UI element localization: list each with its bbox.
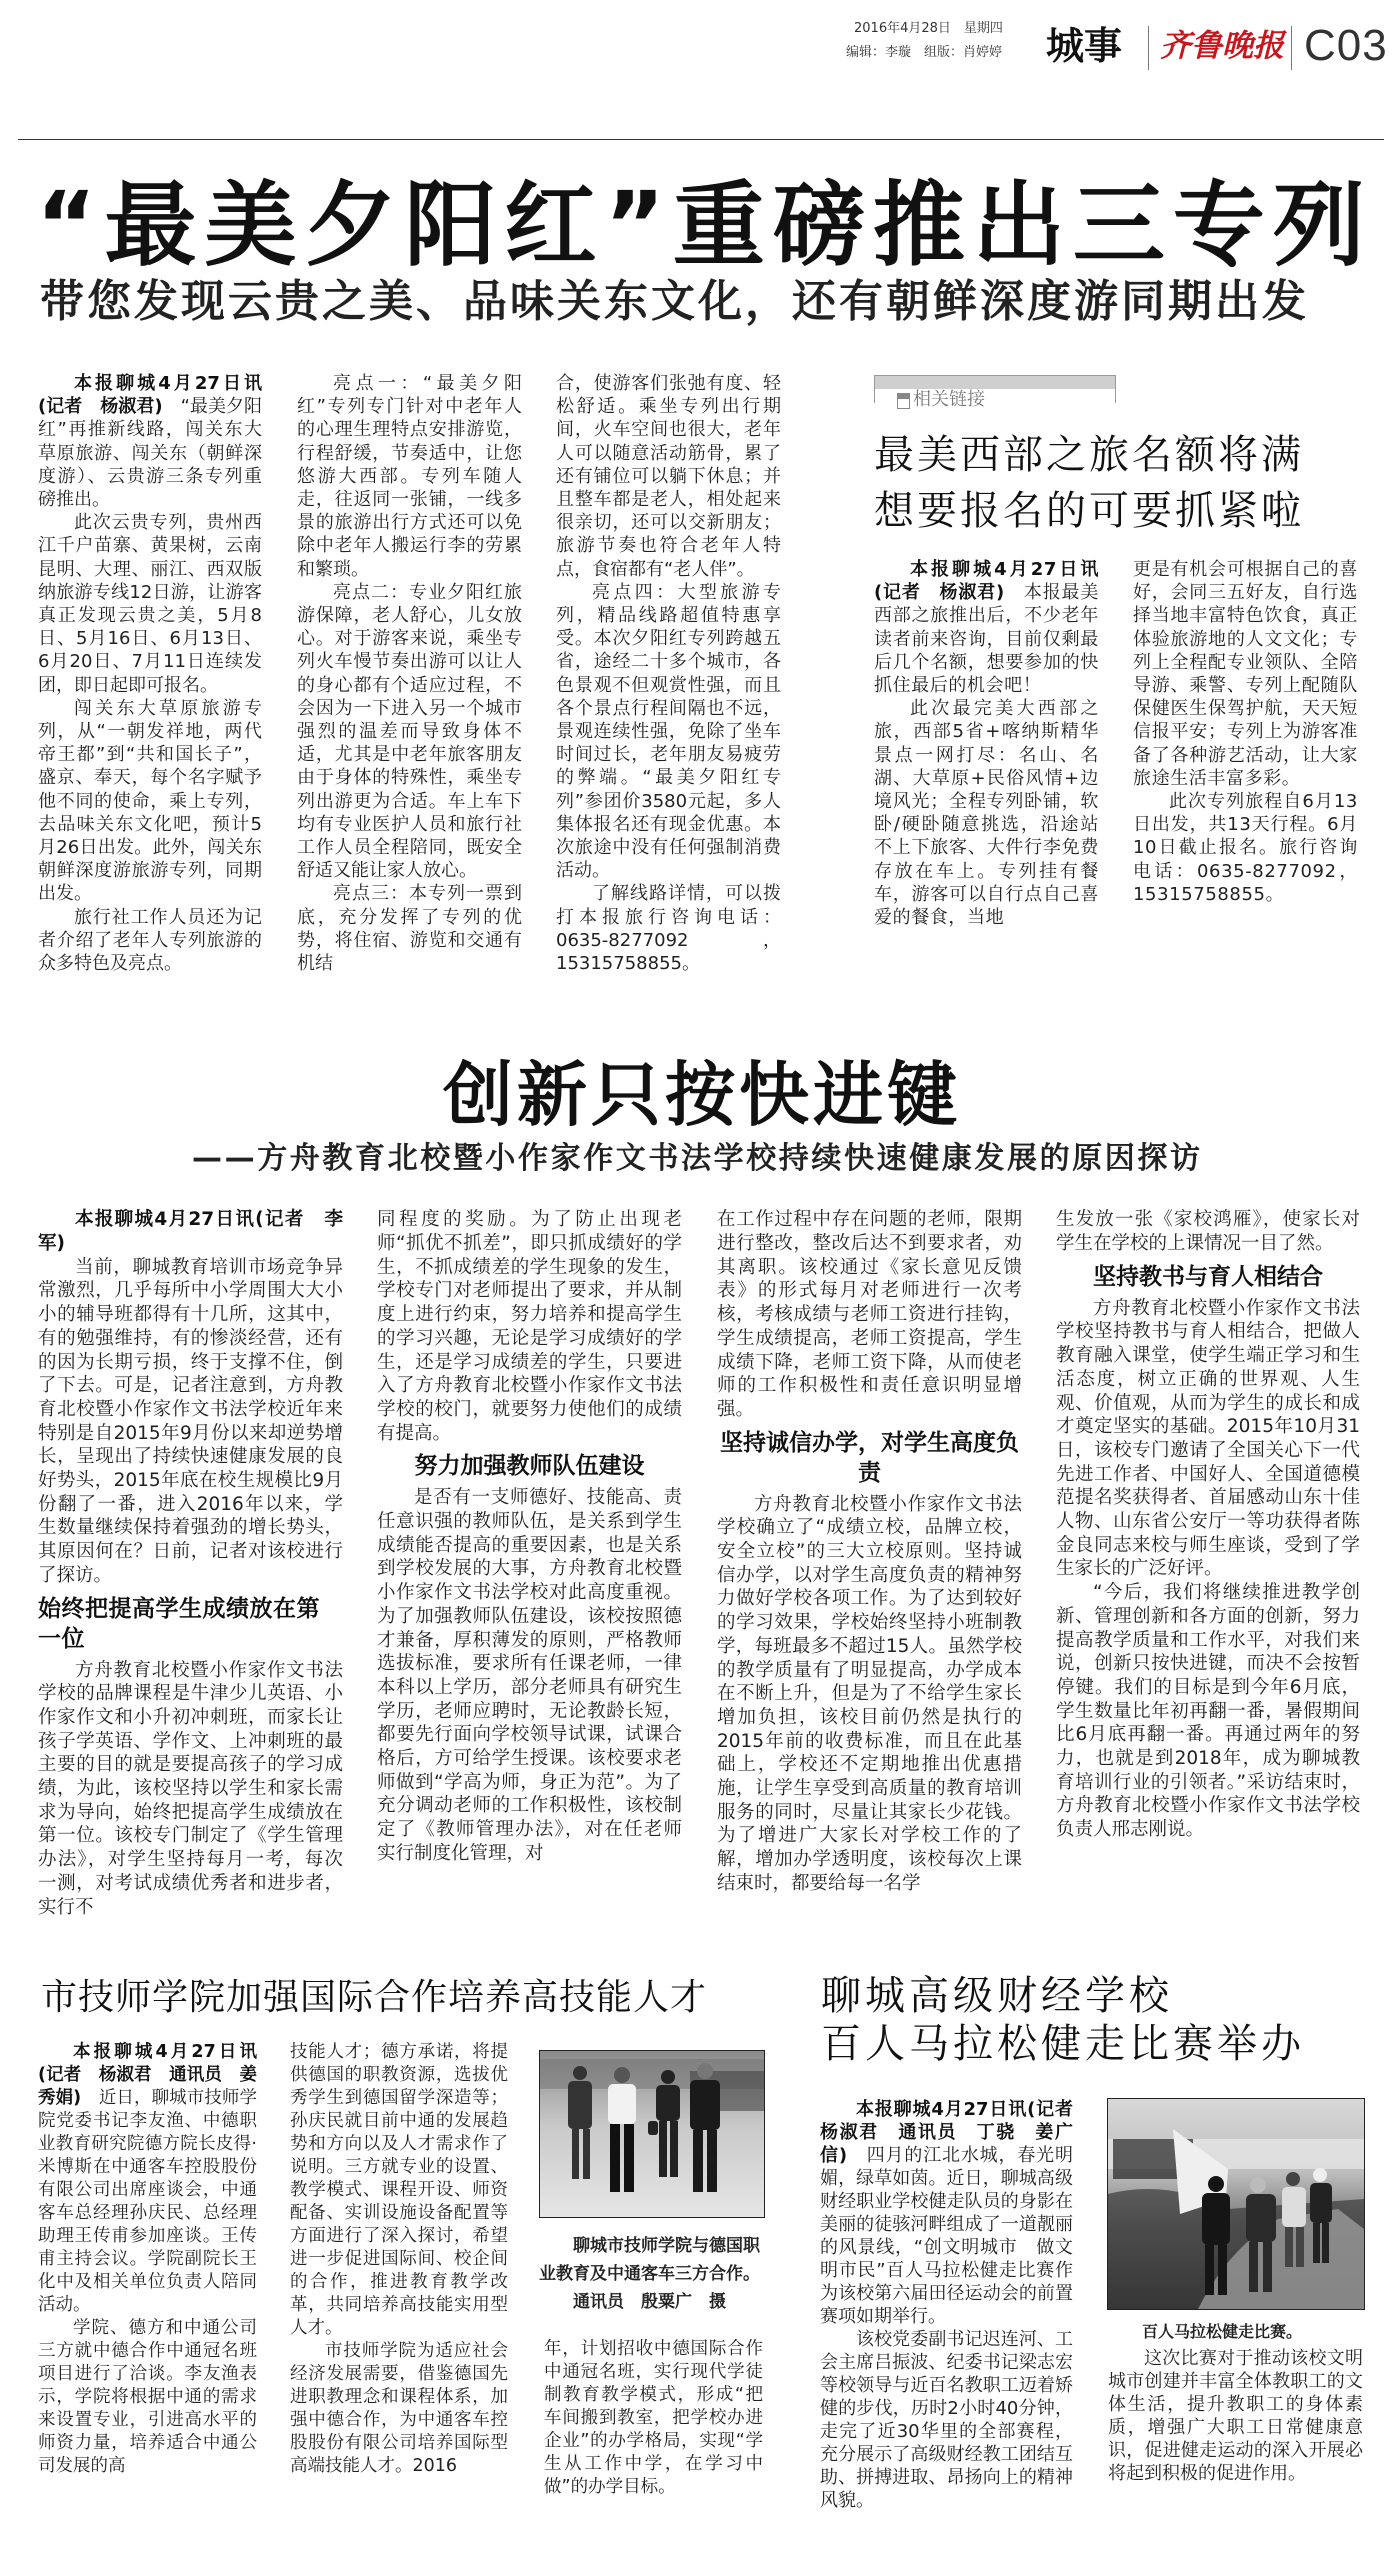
header-divider	[1148, 26, 1149, 70]
article4-columns	[820, 2098, 1363, 2512]
article1-column-1	[38, 372, 262, 975]
paragraph	[874, 558, 1099, 697]
article2-headline: 创新只按快进键	[443, 1054, 961, 1137]
related-link-tag-row	[874, 389, 1116, 413]
article3-column-2	[290, 2041, 508, 2478]
article4-headline	[821, 1972, 1363, 2068]
related-link-tag: 相关链接	[913, 389, 985, 410]
header-rule	[18, 139, 1384, 140]
photo-caption: 百人马拉松健走比赛。	[1142, 2322, 1303, 2342]
paragraph: 闯关东大草原旅游专列，从“一朝发祥地，两代帝王都”到“共和国长子”，盛京、奉天，每个名字赋予他不同的使命，乘上专列，去品味关东文化吧，预计5月26日出发。此外，闯关东朝鲜深度游旅游专列，同期出发。	[38, 697, 262, 905]
photo-credit: 通讯员 殷粟广 摄	[573, 2292, 726, 2313]
article1-subheadline: 带您发现云贵之美、品味关东文化，还有朝鲜深度游同期出发	[40, 276, 1309, 327]
article3-headline: 市技师学院加强国际合作培养高技能人才	[41, 1977, 708, 2019]
section-heading: 坚持诚信办学，对学生高度负责	[720, 1429, 1019, 1486]
paragraph-text: “最美夕阳红”再推新线路，闯关东大草原旅游、闯关东（朝鲜深度游）、云贵游三条专列重磅推出。	[38, 396, 263, 511]
paragraph: 方舟教育北校暨小作家作文书法学校确立了“成绩立校，品牌立校，安全立校”的三大立校原则。坚持诚信办学，以对学生高度负责的精神努力做好学校各项工作。为了达到较好的学习效果，学校始终坚持小班制教学，每班最多不超过15人。虽然学校的教学质量有了明显提高，办学成本在不断上升，但是为了不给学生家长增加负担，该校目前仍然是执行的2015年前的收费标准，而且在此基础上，学校还不定期地推出优惠措施，让学生享受到高质量的教育培训服务的同时，尽量让其家长少花钱。为了增进广大家长对学校工作的了解，增加办学透明度，该校每次上课结束时，都要给每一名学	[717, 1493, 1022, 1894]
article4-column-1	[820, 2098, 1091, 2512]
paragraph: 这次比赛对于推动该校文明城市创建并丰富全体教职工的文体生活，提升教职工的身体素质，增强广大职工日常健康意识，促进健走运动的深入开展必将起到积极的促进作用。	[1108, 2348, 1363, 2485]
dateline: 本报聊城4月27日讯(记者 李军)	[38, 1209, 343, 1254]
dateline: 本报聊城4月27日讯(记者 杨淑君)	[874, 559, 1099, 604]
paragraph: 在工作过程中存在问题的老师，限期进行整改，整改后达不到要求者，劝其离职。该校通过《家长意见反馈表》的形式每月对老师进行一次考核，考核成绩与老师工资进行挂钩，学生成绩提高，老师工资提高，学生成绩下降，老师工资下降，从而使老师的工作积极性和责任意识明显增强。	[717, 1209, 1022, 1420]
article3	[38, 1976, 763, 2499]
paragraph: 亮点三：本专列一票到底，充分发挥了专列的优势，将住宿、游览和交通有机结	[297, 883, 522, 975]
paragraph: 更是有机会可根据自己的喜好，会同三五好友，自行选择当地丰富特色饮食，真正体验旅游地的人文文化；专列上全程配专业领队、全陪导游、乘警、专列上配随队保健医生保驾护航，天天短信报平安；专列上为游客准备了各种游艺活动，让大家旅途生活丰富多彩。	[1133, 559, 1358, 789]
related-link-icon	[897, 393, 910, 409]
paragraph	[38, 372, 262, 511]
article1-column-2	[297, 372, 522, 975]
paragraph: 方舟教育北校暨小作家作文书法学校的品牌课程是牛津少儿英语、小作家作文和小升初冲刺班，而家长让孩子学英语、学作文、上冲刺班的最主要的目的就是要提高孩子的学习成绩，为此，该校坚持以学生和家长需求为导向，始终把提高学生成绩放在第一位。该校专门制定了《学生管理办法》，对学生坚持每月一考，每次一测，对考试成绩优秀者和进步者，实行不	[38, 1659, 343, 1918]
headline-line: 聊城高级财经学校	[821, 1973, 1173, 2020]
sidebar-column-1	[874, 558, 1099, 929]
article2-row	[0, 1208, 1395, 1919]
paragraph: “今后，我们将继续推进教学创新、管理创新和各方面的创新，努力提高教学质量和工作水平，对我们来说，创新只按快进键，而决不会按暂停键。我们的目标是到今年6月底，学生数量比年初再翻一番，暑假期间比6月底再翻一番。再通过两年的努力，也就是到2018年，成为聊城教育培训行业的引领者。”采访结束时，方舟教育北校暨小作家作文书法学校负责人邢志刚说。	[1056, 1582, 1360, 1841]
photo-meeting	[539, 2050, 765, 2218]
article1-column-3	[556, 372, 781, 975]
paragraph: 合，使游客们张弛有度、轻松舒适。乘坐专列出行期间，火车空间也很大，老年人可以随意活动筋骨，累了还有铺位可以躺下休息；并且整车都是老人，相处起来很亲切，还可以交新朋友；旅游节奏也符合老年人特点，食宿都有“老人伴”。	[556, 373, 781, 580]
paragraph: 此次云贵专列，贵州西江千户苗寨、黄果树，云南昆明、大理、丽江、西双版纳旅游专线12日游，让游客真正发现云贵之美，5月8日、5月16日、6月13日、6月20日、7月11日连续发团，即日起即可报名。	[38, 512, 262, 696]
article3-column-3	[544, 2338, 763, 2499]
article2-header	[0, 1055, 1395, 1177]
paragraph: 该校党委副书记迟连河、工会主席吕振波、纪委书记梁志宏等校领导与近百名教职工迈着矫健的步伐，历时2小时40分钟，走完了近30华里的全部赛程，充分展示了高级财经教工团结互助、拼搏进取、昂扬向上的精神风貌。	[820, 2329, 1073, 2512]
article1-headline: “最美夕阳红”重磅推出三专列	[36, 172, 1373, 279]
article3-columns	[38, 2041, 763, 2499]
paragraph: 学院、德方和中通公司三方就中德合作中通冠名班项目进行了洽谈。李友渔表示，学院将根据中通的需求来设置专业，引进高水平的师资力量，培养适合中通公司发展的高	[38, 2318, 257, 2477]
paragraph: 亮点二：专业夕阳红旅游保障，老人舒心，儿女放心。对于游客来说，乘坐专列火车慢节奏出游可以让人的身心都有个适应过程，不会因为一下进入另一个城市强烈的温差而导致身体不适，尤其是中老年旅客朋友由于身体的特殊性，乘坐专列出游更为合适。车上车下均有专业医护人员和旅行社工作人员全程陪同，既安全舒适又能让家人放心。	[297, 581, 522, 882]
paragraph: 同程度的奖励。为了防止出现老师“抓优不抓差”，即只抓成绩好的学生，不抓成绩差的学生现象的发生，学校专门对老师提出了要求，并从制度上进行约束，努力培养和提高学生的学习兴趣，无论是学习成绩好的学生，还是学习成绩差的学生，只要进入了方舟教育北校暨小作家作文书法学校的校门，就要努力使他们的成绩有提高。	[377, 1209, 682, 1444]
article2-column-1	[38, 1208, 343, 1919]
dateline: 本报聊城4月27日讯(记者 杨淑君 通讯员 丁骁 姜广信)	[820, 2099, 1091, 2167]
article2-column-4	[1056, 1208, 1360, 1842]
related-link-border	[874, 389, 875, 403]
paragraph: 年，计划招收中德国际合作中通冠名班，实行现代学徒制教育教学模式，形成“把车间搬到教室，把学校办进企业”的办学格局，实现“学生从工作中学，在学习中做”的办学目标。	[544, 2339, 763, 2498]
issue-date: 2016年4月28日 星期四	[854, 21, 1003, 36]
paragraph-text: 近日，聊城市技师学院党委书记李友渔、中德职业教育研究院德方院长皮得·米博斯在中通客车控股股份有限公司出席座谈会，中通客车总经理孙庆民、总经理助理王传甫参加座谈。王传甫主持会议。学院副院长王化中及相关单位负责人陪同活动。	[38, 2088, 258, 2316]
article2-column-2	[377, 1208, 682, 1865]
article4-photo-column	[1107, 2098, 1363, 2485]
article3-photo-column	[539, 2041, 763, 2499]
article1-row	[0, 372, 1395, 975]
article2-column-3	[717, 1208, 1022, 1895]
paragraph: 方舟教育北校暨小作家作文书法学校坚持教书与育人相结合，把做人教育融入课堂，使学生端正学习和生活态度，树立正确的世界观、人生观、价值观，从而为学生的成长和成才奠定坚实的基础。2015年10月31日，该校专门邀请了全国关心下一代先进工作者、中国好人、全国道德模范提名奖获得者、首届感动山东十佳人物、山东省公安厅一等功获得者陈金良同志来校与师生座谈，受到了学生家长的广泛好评。	[1056, 1297, 1360, 1580]
paragraph: 技能人才；德方承诺，将提供德国的职教资源，选拔优秀学生到德国留学深造等；孙庆民就目前中通的发展趋势和方向以及人才需求作了说明。三方就专业的设置、教学模式、课程开设、师资配备、实训设施设备配置等方面进行了深入探讨，希望进一步促进国际间、校企间的合作，推进教育教学改革，共同培养高技能实用型人才。	[290, 2042, 508, 2339]
header-divider	[1291, 26, 1292, 70]
editor-credits: 编辑：李璇 组版：肖婷婷	[846, 45, 1003, 60]
sidebar-column-2	[1133, 558, 1358, 906]
paragraph: 旅行社工作人员还为记者介绍了老年人专列旅游的众多特色及亮点。	[38, 906, 262, 975]
article3-column-1	[38, 2041, 257, 2478]
paragraph: 当前，聊城教育培训市场竞争异常激烈，几乎每所中小学周围大大小小的辅导班都得有十几所，这其中，有的勉强维持，有的惨淡经营，还有的因为长期亏损，终于支撑不住，倒了下去。可是，记者注意到，方舟教育北校暨小作家作文书法学校近年来特别是自2015年9月份以来却逆势增长，呈现出了持续快速健康发展的良好势头，2015年底在校生规模比9月份翻了一番，进入2016年以来，学生数量继续保持着强劲的增长势头，其原因何在？日前，记者对该校进行了探访。	[38, 1256, 343, 1586]
caption-text: 聊城市技师学院与德国职业教育及中通客车三方合作。	[539, 2236, 760, 2285]
page-number: C03	[1304, 21, 1388, 70]
article2-subheadline: ——方舟教育北校暨小作家作文书法学校持续快速健康发展的原因探访	[192, 1141, 1203, 1177]
newspaper-logo: 齐鲁晚报	[1160, 28, 1284, 64]
section-heading: 坚持教书与育人相结合	[1093, 1263, 1323, 1290]
article4-column-2	[1108, 2347, 1363, 2485]
section-name: 城事	[1046, 24, 1123, 68]
dateline: 本报聊城4月27日讯(记者 杨淑君 通讯员 姜秀娟)	[38, 2042, 257, 2109]
related-link-sidebar	[874, 372, 1360, 929]
paragraph: 了解线路详情，可以拨打本报旅行咨询电话：0635-8277092，15315758855。	[556, 883, 781, 975]
dateline: 本报聊城4月27日讯(记者 杨淑君)	[38, 373, 262, 418]
page-top	[0, 0, 1395, 372]
section-heading: 始终把提高学生成绩放在第一位	[38, 1595, 320, 1652]
paragraph	[38, 2041, 257, 2317]
paragraph: 市技师学院为适应社会经济发展需要，借鉴德国先进职教理念和课程体系，加强中德合作，为中通客车控股股份有限公司培养国际型高端技能人才。2016	[290, 2341, 508, 2477]
paragraph: 亮点一：“最美夕阳红”专列专门针对中老年人的心理生理特点安排游览，行程舒缓，节奏适中，让您悠游大西部。专列车随人走，往返同一张铺，一线多景的旅游出行方式还可以免除中老年人搬运行李的劳累和繁琐。	[297, 373, 522, 580]
photo-caption	[539, 2232, 763, 2316]
photo-image	[540, 2051, 764, 2217]
paragraph: 此次最完美大西部之旅，西部5省+喀纳斯精华景点一网打尽：名山、名湖、大草原+民俗风情+边境风光；全程专列卧铺，软卧/硬卧随意挑选，沿途站不上下旅客、大件行李免费存放在车上。专列挂有餐车，游客可以自行点自己喜爱的餐食，当地	[874, 698, 1099, 929]
section-heading: 努力加强教师队伍建设	[414, 1453, 645, 1480]
bottom-row	[0, 1973, 1395, 2552]
sidebar-headline	[874, 427, 1360, 539]
paragraph	[38, 1208, 343, 1255]
paragraph: 此次专列旅程自6月13日出发，共13天行程。6月10日截止报名。旅行咨询电话：0635-8277092，15315758855。	[1133, 791, 1358, 905]
headline-line: 百人马拉松健走比赛举办	[821, 2021, 1305, 2068]
paragraph-text: 本报最美西部之旅推出后，不少老年读者前来咨询，目前仅剩最后几个名额，想要参加的快抓住最后的机会吧！	[874, 582, 1099, 697]
related-link-border	[1115, 389, 1116, 403]
photo-marathon-walk	[1107, 2098, 1365, 2310]
paragraph-text: 四月的江北水城，春光明媚，绿草如茵。近日，聊城高级财经职业学校健走队员的身影在美丽的徒骇河畔组成了一道靓丽的风景线，“创文明城市 做文明市民”百人马拉松健走比赛作为该校第六届田径运动会的前置赛项如期举行。	[820, 2145, 1073, 2328]
sidebar-headline-line: 想要报名的可要抓紧啦	[874, 488, 1304, 534]
sidebar-columns	[874, 558, 1360, 929]
photo-image	[1108, 2099, 1364, 2309]
article4	[820, 1973, 1363, 2512]
paragraph	[820, 2098, 1091, 2328]
paragraph: 生发放一张《家校鸿雁》，使家长对学生在学校的上课情况一目了然。	[1056, 1209, 1360, 1254]
sidebar-headline-line: 最美西部之旅名额将满	[874, 432, 1304, 478]
related-link-band	[874, 375, 1116, 389]
paragraph: 是否有一支师德好、技能高、责任意识强的教师队伍，是关系到学生成绩能否提高的重要因素，也是关系到学校发展的大事，方舟教育北校暨小作家作文书法学校对此高度重视。为了加强教师队伍建设，该校按照德才兼备，厚积薄发的原则，严格教师选拔标准，要求所有任课老师，一律本科以上学历，部分老师具有研究生学历，老师应聘时，无论教龄长短，都要先行面向学校领导试课，试课合格后，方可给学生授课。该校要求老师做到“学高为师，身正为范”。为了充分调动老师的工作积极性，该校制定了《教师管理办法》，对在任老师实行制度化管理，对	[377, 1487, 682, 1864]
paragraph: 亮点四：大型旅游专列，精品线路超值特惠享受。本次夕阳红专列跨越五省，途经二十多个城市，各色景观不但观赏性强，而且各个景点行程间隔也不远，景观连续性强，免除了坐车时间过长，老年朋友易疲劳的弊端。“最美夕阳红专列”参团价3580元起，多人集体报名还有现金优惠。本次旅途中没有任何强制消费活动。	[556, 581, 781, 882]
